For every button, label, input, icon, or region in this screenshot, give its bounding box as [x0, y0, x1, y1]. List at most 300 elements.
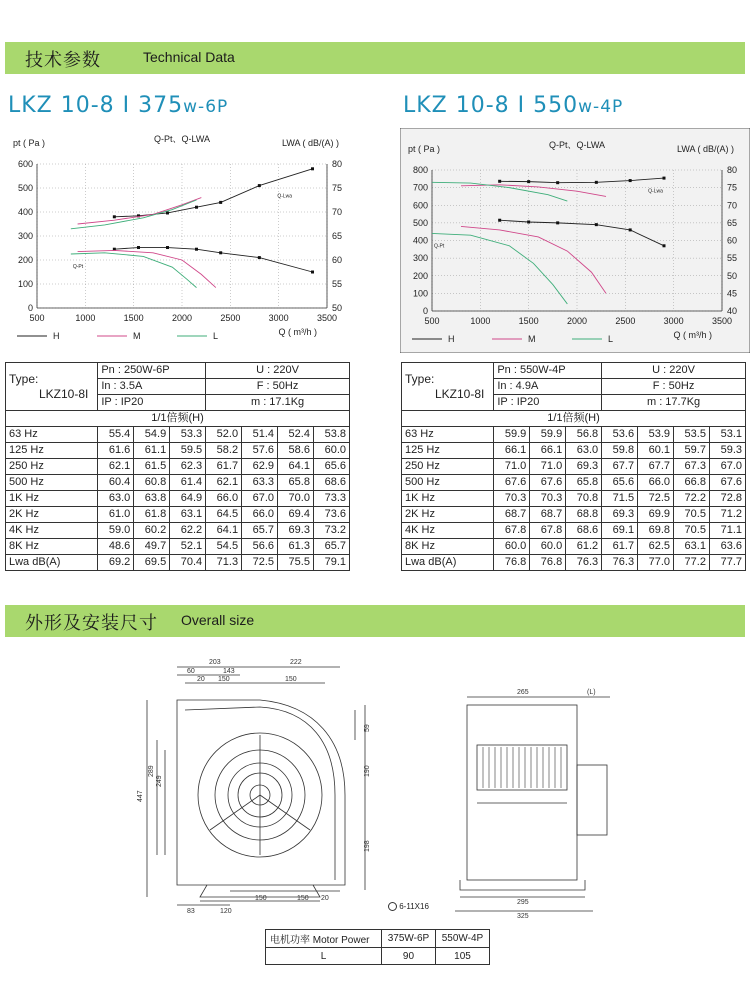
- table-row: [6, 523, 350, 539]
- section-header-overall-size: [5, 605, 745, 637]
- y-left-tick-label: 600: [17, 159, 33, 169]
- row-value: 76.8: [530, 555, 566, 571]
- dim-150-bottom-right: 150: [297, 895, 309, 902]
- row-value: 67.7: [602, 459, 638, 475]
- motor-header-cn: 电机功率: [270, 935, 310, 946]
- y-right-tick-label: 60: [727, 235, 738, 246]
- y-right-tick-label: 65: [727, 217, 738, 228]
- data-point: [219, 201, 222, 204]
- table-row: [402, 427, 746, 443]
- row-value: 79.1: [313, 555, 349, 571]
- table-row: [6, 459, 350, 475]
- type-cell: [6, 363, 98, 411]
- row-value: 64.1: [278, 459, 314, 475]
- row-value: 60.0: [494, 539, 530, 555]
- motor-power-table: [265, 929, 490, 965]
- row-value: 65.7: [242, 523, 278, 539]
- row-value: 67.7: [638, 459, 674, 475]
- x-tick-label: 2000: [566, 316, 588, 326]
- row-value: 66.8: [674, 475, 710, 491]
- curve-label-pt: Q-Pt: [434, 243, 445, 250]
- data-point: [527, 180, 530, 183]
- row-value: 67.3: [674, 459, 710, 475]
- table-row: [6, 491, 350, 507]
- row-value: 67.8: [494, 523, 530, 539]
- row-value: 68.7: [494, 507, 530, 523]
- row-value: 60.0: [313, 443, 349, 459]
- row-value: 67.6: [494, 475, 530, 491]
- row-value: 63.0: [98, 491, 134, 507]
- model-title-left: [8, 93, 228, 118]
- row-value: 62.9: [242, 459, 278, 475]
- spec-table-right: [401, 362, 746, 571]
- data-point: [113, 215, 116, 218]
- dim-20: 20: [197, 676, 205, 683]
- row-value: 63.0: [566, 443, 602, 459]
- row-label: 8K Hz: [6, 539, 98, 555]
- spec-table-left: [5, 362, 350, 571]
- table-row: [6, 443, 350, 459]
- row-label: Lwa dB(A): [402, 555, 494, 571]
- section-title-en: Overall size: [181, 612, 255, 628]
- row-value: 69.9: [638, 507, 674, 523]
- row-value: 57.6: [242, 443, 278, 459]
- type-value: LKZ10-8I: [38, 386, 89, 401]
- row-value: 69.3: [602, 507, 638, 523]
- table-row: [6, 475, 350, 491]
- row-value: 60.1: [638, 443, 674, 459]
- row-value: 73.3: [313, 491, 349, 507]
- band-cell: 1/1倍频(H): [402, 411, 746, 427]
- y-right-tick-label: 75: [727, 182, 738, 193]
- dim-60: 60: [187, 668, 195, 675]
- row-value: 77.7: [709, 555, 745, 571]
- table-row: [402, 443, 746, 459]
- row-value: 68.6: [566, 523, 602, 539]
- row-value: 52.4: [278, 427, 314, 443]
- model-title-suffix: w-4P: [578, 97, 624, 117]
- row-value: 62.5: [638, 539, 674, 555]
- row-value: 59.0: [98, 523, 134, 539]
- dim-249: 249: [156, 775, 163, 787]
- chart-top-label: Q-Pt、Q-LWA: [154, 134, 210, 144]
- dim-150-top-left: 150: [218, 676, 230, 683]
- dim-150-top-right: 150: [285, 676, 297, 683]
- row-value: 62.1: [206, 475, 242, 491]
- row-value: 76.3: [602, 555, 638, 571]
- motor-row-label: L: [266, 948, 382, 965]
- row-value: 67.8: [530, 523, 566, 539]
- y-right-tick-label: 80: [727, 165, 738, 175]
- y-left-tick-label: 300: [17, 231, 33, 241]
- row-value: 60.0: [530, 539, 566, 555]
- side-view-drawing: [445, 685, 625, 925]
- row-value: 55.4: [98, 427, 134, 443]
- dim-59: 59: [364, 724, 371, 732]
- model-title-suffix: w-6P: [183, 97, 229, 117]
- row-value: 54.5: [206, 539, 242, 555]
- x-axis-label: Q ( m³/h ): [673, 330, 712, 340]
- f-cell: F : 50Hz: [602, 379, 746, 395]
- row-label: 2K Hz: [402, 507, 494, 523]
- front-view-drawing: [135, 655, 390, 920]
- y-left-tick-label: 100: [17, 279, 33, 289]
- row-label: 4K Hz: [402, 523, 494, 539]
- row-value: 70.5: [674, 507, 710, 523]
- row-value: 72.8: [709, 491, 745, 507]
- x-tick-label: 1000: [75, 313, 96, 323]
- row-label: 2K Hz: [6, 507, 98, 523]
- u-cell: U : 220V: [602, 363, 746, 379]
- row-value: 75.5: [278, 555, 314, 571]
- row-value: 61.7: [602, 539, 638, 555]
- y-right-tick-label: 75: [332, 183, 343, 193]
- x-tick-label: 3500: [711, 316, 733, 326]
- row-value: 59.9: [494, 427, 530, 443]
- row-value: 65.8: [278, 475, 314, 491]
- pn-cell: Pn : 250W-6P: [98, 363, 206, 379]
- y-left-axis-label: pt ( Pa ): [13, 138, 46, 148]
- row-label: 125 Hz: [6, 443, 98, 459]
- row-value: 66.0: [638, 475, 674, 491]
- row-label: 250 Hz: [6, 459, 98, 475]
- row-value: 70.8: [566, 491, 602, 507]
- dim-l: (L): [587, 689, 596, 696]
- row-label: Lwa dB(A): [6, 555, 98, 571]
- legend-label: H: [448, 334, 455, 344]
- legend-label: M: [528, 334, 536, 344]
- y-left-tick-label: 800: [412, 165, 428, 175]
- row-value: 64.5: [206, 507, 242, 523]
- data-point: [137, 246, 140, 249]
- row-value: 71.2: [709, 507, 745, 523]
- m-cell: m : 17.1Kg: [206, 395, 350, 411]
- y-left-tick-label: 300: [412, 253, 428, 264]
- chart-right: [400, 128, 750, 353]
- data-point: [527, 220, 530, 223]
- x-tick-label: 3000: [268, 313, 289, 323]
- dim-150-bottom-left: 150: [255, 895, 267, 902]
- row-value: 63.1: [674, 539, 710, 555]
- table-row: [402, 555, 746, 571]
- type-label: Type:: [9, 371, 39, 386]
- table-row: [6, 555, 350, 571]
- row-value: 76.3: [566, 555, 602, 571]
- hole-note: [388, 902, 429, 911]
- row-value: 59.9: [530, 427, 566, 443]
- row-value: 64.9: [170, 491, 206, 507]
- model-title-main: LKZ 10-8 I 375: [8, 93, 184, 118]
- row-label: 1K Hz: [402, 491, 494, 507]
- row-label: 4K Hz: [6, 523, 98, 539]
- model-title-right: [403, 93, 623, 118]
- row-value: 68.8: [566, 507, 602, 523]
- row-value: 69.1: [602, 523, 638, 539]
- pn-cell: Pn : 550W-4P: [494, 363, 602, 379]
- circle-icon: [388, 902, 397, 911]
- data-point: [556, 221, 559, 224]
- dim-203: 203: [209, 659, 221, 666]
- x-tick-label: 3500: [316, 313, 338, 323]
- row-value: 65.6: [313, 459, 349, 475]
- row-value: 69.5: [134, 555, 170, 571]
- row-value: 56.6: [242, 539, 278, 555]
- hole-note-text: 6-11X16: [399, 902, 429, 911]
- dim-295: 295: [517, 899, 529, 906]
- y-left-tick-label: 100: [412, 288, 428, 299]
- row-value: 59.7: [674, 443, 710, 459]
- row-value: 69.3: [278, 523, 314, 539]
- f-cell: F : 50Hz: [206, 379, 350, 395]
- data-point: [311, 167, 314, 170]
- row-value: 66.1: [530, 443, 566, 459]
- x-tick-label: 2000: [171, 313, 193, 323]
- table-row: [402, 523, 746, 539]
- row-value: 63.1: [170, 507, 206, 523]
- dim-222: 222: [290, 659, 302, 666]
- x-tick-label: 2500: [615, 316, 636, 326]
- data-point: [556, 181, 559, 184]
- dim-120: 120: [220, 908, 232, 915]
- row-value: 67.0: [242, 491, 278, 507]
- curve-label-lwa: Q-Lwa: [648, 188, 663, 195]
- row-value: 49.7: [134, 539, 170, 555]
- chart-svg: [400, 128, 750, 353]
- row-value: 69.8: [638, 523, 674, 539]
- y-right-tick-label: 45: [727, 288, 738, 299]
- row-value: 72.5: [638, 491, 674, 507]
- data-point: [595, 181, 598, 184]
- y-right-tick-label: 50: [727, 270, 738, 281]
- dim-143: 143: [223, 668, 235, 675]
- row-value: 72.5: [242, 555, 278, 571]
- table-row: [6, 427, 350, 443]
- section-title-cn: 技术参数: [25, 50, 101, 71]
- table-row: [402, 459, 746, 475]
- row-value: 53.3: [170, 427, 206, 443]
- data-point: [258, 256, 261, 259]
- row-value: 71.5: [602, 491, 638, 507]
- section-header-technical-data: [5, 42, 745, 74]
- side-view-svg: [445, 685, 625, 920]
- y-left-tick-label: 0: [27, 303, 33, 313]
- x-tick-label: 500: [29, 313, 45, 323]
- type-value: LKZ10-8I: [434, 386, 485, 401]
- dim-447: 447: [137, 790, 144, 802]
- y-left-tick-label: 0: [422, 306, 428, 316]
- y-left-tick-label: 400: [412, 235, 428, 246]
- data-point: [629, 179, 632, 182]
- row-value: 59.3: [709, 443, 745, 459]
- row-value: 61.5: [134, 459, 170, 475]
- row-value: 71.3: [206, 555, 242, 571]
- ip-cell: IP : IP20: [494, 395, 602, 411]
- legend-label: M: [133, 331, 141, 341]
- row-value: 66.0: [242, 507, 278, 523]
- m-cell: m : 17.7Kg: [602, 395, 746, 411]
- row-value: 58.2: [206, 443, 242, 459]
- chart-svg: [5, 128, 355, 348]
- row-value: 61.7: [206, 459, 242, 475]
- in-cell: In : 3.5A: [98, 379, 206, 395]
- data-point: [663, 244, 666, 247]
- x-tick-label: 1500: [518, 316, 539, 326]
- section-title-en: Technical Data: [143, 49, 235, 65]
- y-right-axis-label: LWA ( dB/(A) ): [281, 138, 339, 148]
- row-value: 60.2: [134, 523, 170, 539]
- row-label: 8K Hz: [402, 539, 494, 555]
- x-tick-label: 3000: [663, 316, 684, 326]
- y-left-tick-label: 700: [412, 182, 428, 193]
- section-title-cn: 外形及安装尺寸: [25, 613, 158, 634]
- row-value: 51.4: [242, 427, 278, 443]
- front-view-svg: [135, 655, 390, 915]
- data-point: [258, 184, 261, 187]
- row-value: 58.6: [278, 443, 314, 459]
- y-right-tick-label: 70: [727, 200, 738, 211]
- row-value: 66.1: [494, 443, 530, 459]
- data-point: [498, 219, 501, 222]
- data-point: [166, 211, 169, 214]
- row-value: 61.1: [134, 443, 170, 459]
- table-row: [6, 507, 350, 523]
- row-value: 59.5: [170, 443, 206, 459]
- table-row: [6, 539, 350, 555]
- row-value: 61.4: [170, 475, 206, 491]
- row-value: 76.8: [494, 555, 530, 571]
- row-value: 67.6: [709, 475, 745, 491]
- legend-label: L: [608, 334, 614, 344]
- type-label: Type:: [405, 371, 435, 386]
- x-tick-label: 2500: [220, 313, 241, 323]
- y-right-axis-label: LWA ( dB/(A) ): [676, 144, 734, 154]
- dim-265: 265: [517, 689, 529, 696]
- row-value: 77.0: [638, 555, 674, 571]
- y-right-tick-label: 40: [727, 306, 738, 316]
- x-tick-label: 1000: [470, 316, 491, 326]
- row-label: 500 Hz: [402, 475, 494, 491]
- legend-label: L: [213, 331, 219, 341]
- row-value: 67.0: [709, 459, 745, 475]
- data-point: [498, 180, 501, 183]
- row-value: 62.2: [170, 523, 206, 539]
- motor-col-1: 550W-4P: [435, 930, 489, 948]
- ip-cell: IP : IP20: [98, 395, 206, 411]
- data-point: [629, 228, 632, 231]
- row-value: 53.5: [674, 427, 710, 443]
- table-row: [402, 475, 746, 491]
- row-value: 65.8: [566, 475, 602, 491]
- y-right-tick-label: 60: [332, 255, 343, 265]
- row-value: 77.2: [674, 555, 710, 571]
- x-axis-label: Q ( m³/h ): [278, 327, 317, 337]
- dim-289: 289: [148, 765, 155, 777]
- data-point: [311, 271, 314, 274]
- row-value: 65.7: [313, 539, 349, 555]
- data-point: [219, 251, 222, 254]
- row-value: 69.4: [278, 507, 314, 523]
- motor-value-1: 105: [435, 948, 489, 965]
- row-label: 250 Hz: [402, 459, 494, 475]
- row-value: 67.6: [530, 475, 566, 491]
- row-label: 125 Hz: [402, 443, 494, 459]
- row-value: 70.5: [674, 523, 710, 539]
- motor-value-0: 90: [381, 948, 435, 965]
- y-left-tick-label: 400: [17, 207, 33, 217]
- row-value: 62.1: [98, 459, 134, 475]
- x-tick-label: 500: [424, 316, 440, 326]
- row-value: 71.0: [530, 459, 566, 475]
- row-value: 68.6: [313, 475, 349, 491]
- y-left-tick-label: 600: [412, 200, 428, 211]
- row-value: 53.9: [638, 427, 674, 443]
- table-row: [402, 507, 746, 523]
- in-cell: In : 4.9A: [494, 379, 602, 395]
- row-value: 70.4: [170, 555, 206, 571]
- row-value: 65.6: [602, 475, 638, 491]
- row-value: 70.3: [494, 491, 530, 507]
- y-left-tick-label: 200: [17, 255, 33, 265]
- row-value: 62.3: [170, 459, 206, 475]
- row-value: 71.1: [709, 523, 745, 539]
- row-value: 52.1: [170, 539, 206, 555]
- table-row: [402, 491, 746, 507]
- data-point: [663, 177, 666, 180]
- row-value: 63.3: [242, 475, 278, 491]
- data-point: [195, 206, 198, 209]
- row-value: 61.2: [566, 539, 602, 555]
- row-value: 61.8: [134, 507, 170, 523]
- dim-20-bottom: 20: [321, 895, 329, 902]
- row-value: 59.8: [602, 443, 638, 459]
- row-value: 54.9: [134, 427, 170, 443]
- curve-label-lwa: Q-Lwa: [277, 193, 293, 200]
- motor-col-0: 375W-6P: [381, 930, 435, 948]
- data-point: [166, 246, 169, 249]
- row-value: 69.2: [98, 555, 134, 571]
- row-value: 60.4: [98, 475, 134, 491]
- curve-label-pt: Q-Pt: [72, 264, 84, 270]
- row-value: 53.6: [602, 427, 638, 443]
- row-value: 52.0: [206, 427, 242, 443]
- chart-top-label: Q-Pt、Q-LWA: [549, 140, 605, 150]
- dim-325: 325: [517, 913, 529, 920]
- data-point: [195, 248, 198, 251]
- y-left-axis-label: pt ( Pa ): [408, 144, 441, 154]
- legend-label: H: [53, 331, 60, 341]
- dim-190: 190: [364, 765, 371, 777]
- row-value: 63.8: [134, 491, 170, 507]
- y-left-tick-label: 500: [412, 217, 428, 228]
- row-value: 53.1: [709, 427, 745, 443]
- chart-left: [5, 128, 355, 348]
- y-left-tick-label: 200: [412, 270, 428, 281]
- y-right-tick-label: 55: [727, 253, 738, 264]
- row-value: 61.0: [98, 507, 134, 523]
- row-label: 63 Hz: [6, 427, 98, 443]
- u-cell: U : 220V: [206, 363, 350, 379]
- motor-header-en: Motor Power: [312, 935, 370, 946]
- row-label: 500 Hz: [6, 475, 98, 491]
- motor-header-cell: [266, 930, 382, 948]
- table-row: [402, 539, 746, 555]
- row-value: 53.8: [313, 427, 349, 443]
- row-value: 69.3: [566, 459, 602, 475]
- dim-83: 83: [187, 908, 195, 915]
- row-value: 73.6: [313, 507, 349, 523]
- x-tick-label: 1500: [123, 313, 144, 323]
- dim-198: 198: [364, 840, 371, 852]
